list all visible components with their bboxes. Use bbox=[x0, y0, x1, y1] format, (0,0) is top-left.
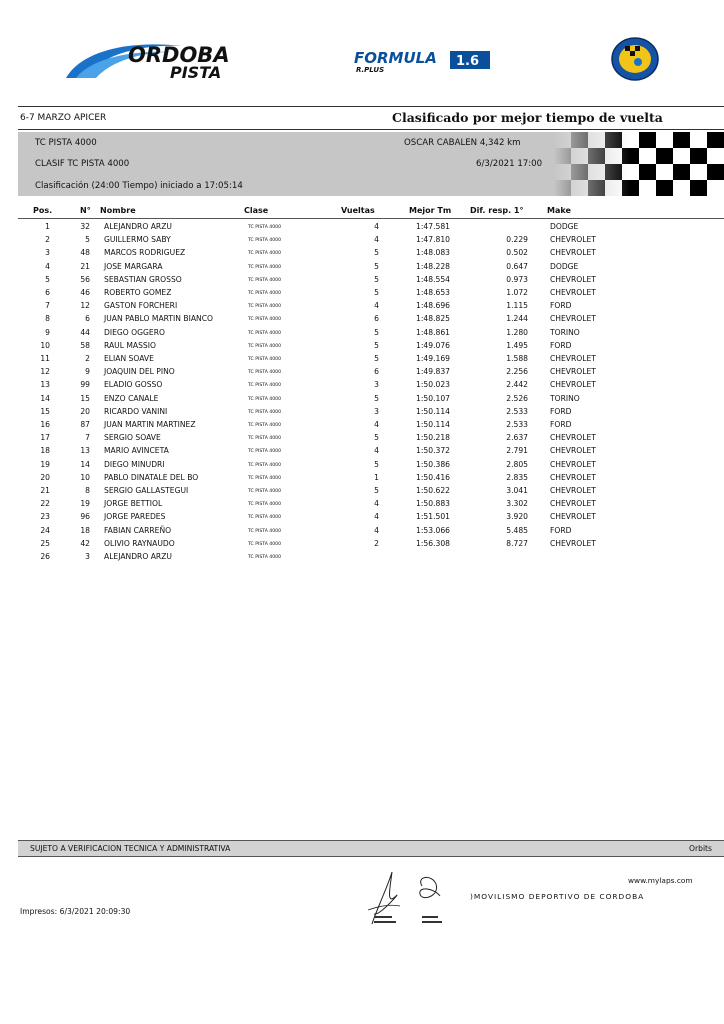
document-title: Clasificado por mejor tiempo de vuelta bbox=[392, 110, 663, 125]
row-gap: 2.805 bbox=[506, 459, 528, 469]
row-laps: 5 bbox=[374, 340, 379, 350]
row-car-number: 7 bbox=[85, 433, 90, 443]
session-datetime: 6/3/2021 17:00 bbox=[476, 159, 543, 169]
col-pos: Pos. bbox=[33, 206, 53, 215]
row-driver-name: FABIAN CARREÑO bbox=[104, 525, 172, 535]
row-position: 9 bbox=[45, 327, 50, 337]
table-row bbox=[0, 262, 724, 275]
row-class: TC PISTA 4000 bbox=[248, 475, 281, 481]
row-driver-name: JORGE PAREDES bbox=[104, 512, 166, 522]
row-gap: 2.835 bbox=[506, 472, 528, 482]
session-detail: Clasificación (24:00 Tiempo) iniciado a 17:05:14 bbox=[35, 181, 243, 191]
header-rule-top bbox=[18, 106, 724, 107]
row-best-time: 1:50.218 bbox=[416, 433, 450, 443]
row-make: FORD bbox=[550, 301, 572, 311]
row-position: 15 bbox=[40, 406, 50, 416]
table-row bbox=[0, 367, 724, 380]
col-make: Make bbox=[547, 206, 571, 215]
row-class: TC PISTA 4000 bbox=[248, 449, 281, 455]
row-class: TC PISTA 4000 bbox=[248, 462, 281, 468]
row-gap: 0.647 bbox=[506, 261, 528, 271]
row-best-time: 1:47.810 bbox=[416, 235, 450, 245]
row-driver-name: GASTON FORCHERI bbox=[104, 301, 178, 311]
row-laps: 6 bbox=[374, 314, 379, 324]
row-best-time: 1:49.837 bbox=[416, 367, 450, 377]
col-class: Clase bbox=[244, 206, 269, 215]
row-class: TC PISTA 4000 bbox=[248, 528, 281, 534]
row-driver-name: ELIAN SOAVE bbox=[104, 354, 154, 363]
row-gap: 8.727 bbox=[506, 538, 528, 548]
session-info-band bbox=[18, 132, 724, 196]
row-position: 17 bbox=[40, 433, 50, 443]
printed-timestamp: Impresos: 6/3/2021 20:09:30 bbox=[20, 907, 131, 916]
row-driver-name: JUAN MARTIN MARTINEZ bbox=[104, 420, 196, 429]
signatures bbox=[360, 866, 460, 928]
row-position: 4 bbox=[45, 261, 50, 271]
row-best-time: 1:50.386 bbox=[416, 459, 450, 469]
row-class: TC PISTA 4000 bbox=[248, 357, 281, 362]
row-laps: 2 bbox=[374, 538, 379, 548]
row-car-number: 18 bbox=[80, 525, 90, 535]
table-row bbox=[0, 394, 724, 407]
row-best-time: 1:50.622 bbox=[416, 486, 450, 495]
row-make: CHEVROLET bbox=[550, 288, 596, 297]
row-gap: 2.533 bbox=[506, 420, 528, 429]
results-table-header bbox=[0, 206, 724, 218]
row-best-time: 1:48.653 bbox=[416, 288, 450, 297]
row-car-number: 3 bbox=[85, 552, 90, 561]
row-position: 3 bbox=[45, 248, 50, 258]
row-position: 2 bbox=[45, 235, 50, 245]
table-row bbox=[0, 460, 724, 473]
row-best-time: 1:50.372 bbox=[416, 446, 450, 456]
row-gap: 0.229 bbox=[506, 235, 528, 245]
row-position: 21 bbox=[40, 486, 50, 495]
table-row bbox=[0, 380, 724, 393]
row-class: TC PISTA 4000 bbox=[248, 264, 281, 270]
row-gap: 1.588 bbox=[506, 354, 528, 363]
col-diff: Dif. resp. 1° bbox=[470, 206, 524, 215]
row-laps: 5 bbox=[374, 248, 379, 258]
row-make: CHEVROLET bbox=[550, 472, 596, 482]
col-name: Nombre bbox=[100, 206, 136, 215]
row-laps: 3 bbox=[374, 406, 379, 416]
table-row bbox=[0, 552, 724, 565]
row-position: 23 bbox=[40, 512, 50, 522]
row-driver-name: JUAN PABLO MARTIN BIANCO bbox=[104, 314, 213, 324]
row-position: 20 bbox=[40, 472, 50, 482]
table-row bbox=[0, 407, 724, 420]
row-position: 19 bbox=[40, 459, 50, 469]
table-row bbox=[0, 275, 724, 288]
table-row bbox=[0, 301, 724, 314]
row-driver-name: MARIO AVINCETA bbox=[104, 446, 169, 456]
table-row bbox=[0, 288, 724, 301]
table-row bbox=[0, 473, 724, 486]
formula-logo-sub: R.PLUS bbox=[356, 66, 385, 74]
row-best-time: 1:53.066 bbox=[416, 525, 450, 535]
row-make: CHEVROLET bbox=[550, 459, 596, 469]
row-class: TC PISTA 4000 bbox=[248, 291, 281, 296]
row-position: 8 bbox=[45, 314, 50, 324]
row-laps: 5 bbox=[374, 261, 379, 271]
row-best-time: 1:50.416 bbox=[416, 472, 450, 482]
row-make: CHEVROLET bbox=[550, 433, 596, 443]
row-class: TC PISTA 4000 bbox=[248, 370, 281, 376]
row-car-number: 20 bbox=[80, 406, 90, 416]
table-row bbox=[0, 420, 724, 433]
row-driver-name: RICARDO VANINI bbox=[104, 406, 168, 416]
row-laps: 4 bbox=[374, 235, 379, 245]
verification-notice: SUJETO A VERIFICACION TECNICA Y ADMINISTRATIVA bbox=[30, 844, 231, 853]
row-driver-name: JORGE BETTIOL bbox=[104, 499, 163, 509]
row-laps: 5 bbox=[374, 274, 379, 284]
table-row bbox=[0, 539, 724, 552]
row-best-time: 1:49.076 bbox=[416, 340, 450, 350]
row-driver-name: PABLO DINATALE DEL BO bbox=[104, 472, 199, 482]
row-car-number: 15 bbox=[80, 393, 90, 403]
row-best-time: 1:48.554 bbox=[416, 274, 450, 284]
row-car-number: 10 bbox=[80, 472, 90, 482]
row-class: TC PISTA 4000 bbox=[248, 502, 281, 508]
row-class: TC PISTA 4000 bbox=[248, 238, 281, 244]
row-laps: 4 bbox=[374, 512, 379, 522]
row-make: CHEVROLET bbox=[550, 314, 596, 324]
row-car-number: 13 bbox=[80, 446, 90, 456]
row-laps: 4 bbox=[374, 499, 379, 509]
table-row bbox=[0, 314, 724, 327]
row-make: CHEVROLET bbox=[550, 512, 596, 522]
row-laps: 5 bbox=[374, 459, 379, 469]
row-car-number: 87 bbox=[80, 420, 90, 429]
row-make: FORD bbox=[550, 525, 572, 535]
row-gap: 1.244 bbox=[506, 314, 528, 324]
cordoba-logo-line1: ORDOBA bbox=[128, 43, 230, 67]
row-make: CHEVROLET bbox=[550, 367, 596, 377]
row-make: TORINO bbox=[550, 393, 580, 403]
checkered-flag-graphic bbox=[554, 132, 724, 196]
header-rule-bottom bbox=[18, 129, 724, 130]
row-class: TC PISTA 4000 bbox=[248, 541, 281, 547]
row-driver-name: ROBERTO GOMEZ bbox=[104, 288, 172, 297]
row-class: TC PISTA 4000 bbox=[248, 436, 281, 442]
organization-name: )MOVILISMO DEPORTIVO DE CORDOBA bbox=[470, 892, 645, 901]
table-row bbox=[0, 433, 724, 446]
row-laps: 4 bbox=[374, 222, 379, 231]
row-driver-name: SERGIO GALLASTEGUI bbox=[104, 486, 189, 495]
row-class: TC PISTA 4000 bbox=[248, 225, 281, 230]
row-laps: 4 bbox=[374, 301, 379, 311]
row-make: CHEVROLET bbox=[550, 486, 596, 495]
row-gap: 0.502 bbox=[506, 248, 528, 258]
row-car-number: 12 bbox=[80, 301, 90, 311]
row-class: TC PISTA 4000 bbox=[248, 396, 281, 402]
row-best-time: 1:50.883 bbox=[416, 499, 450, 509]
category-label: TC PISTA 4000 bbox=[35, 138, 97, 148]
row-gap: 1.280 bbox=[506, 327, 528, 337]
table-row bbox=[0, 235, 724, 248]
row-driver-name: DIEGO OGGERO bbox=[104, 327, 165, 337]
row-position: 12 bbox=[40, 367, 50, 377]
row-driver-name: ENZO CANALE bbox=[104, 393, 159, 403]
row-gap: 1.072 bbox=[506, 288, 528, 297]
row-driver-name: RAUL MASSIO bbox=[104, 340, 156, 350]
footer-bar bbox=[18, 840, 724, 857]
row-car-number: 32 bbox=[80, 222, 90, 231]
row-laps: 4 bbox=[374, 420, 379, 429]
table-row bbox=[0, 341, 724, 354]
row-best-time: 1:48.228 bbox=[416, 261, 450, 271]
row-laps: 5 bbox=[374, 354, 379, 363]
row-position: 14 bbox=[40, 393, 50, 403]
col-laps: Vueltas bbox=[341, 206, 375, 215]
row-make: FORD bbox=[550, 420, 572, 429]
row-best-time: 1:50.114 bbox=[416, 420, 450, 429]
row-position: 24 bbox=[40, 525, 50, 535]
row-class: TC PISTA 4000 bbox=[248, 330, 281, 336]
row-car-number: 56 bbox=[80, 274, 90, 284]
row-position: 1 bbox=[45, 222, 50, 231]
row-make: FORD bbox=[550, 340, 572, 350]
table-row bbox=[0, 328, 724, 341]
row-gap: 1.495 bbox=[506, 340, 528, 350]
row-driver-name: OLIVIO RAYNAUDO bbox=[104, 538, 175, 548]
orbits-label: Orbits bbox=[689, 844, 712, 853]
cordoba-logo-line2: PISTA bbox=[170, 63, 222, 82]
row-car-number: 46 bbox=[80, 288, 90, 297]
session-label: CLASIF TC PISTA 4000 bbox=[35, 159, 130, 169]
row-laps: 3 bbox=[374, 380, 379, 390]
row-laps: 4 bbox=[374, 446, 379, 456]
formula-logo-text: FORMULA bbox=[354, 49, 437, 67]
row-driver-name: MARCOS RODRIGUEZ bbox=[104, 248, 186, 258]
row-class: TC PISTA 4000 bbox=[248, 515, 281, 521]
row-gap: 3.041 bbox=[506, 486, 528, 495]
row-make: CHEVROLET bbox=[550, 446, 596, 456]
row-class: TC PISTA 4000 bbox=[248, 251, 281, 257]
row-car-number: 44 bbox=[80, 327, 90, 337]
row-make: CHEVROLET bbox=[550, 274, 596, 284]
table-row bbox=[0, 248, 724, 261]
row-laps: 5 bbox=[374, 288, 379, 297]
row-position: 13 bbox=[40, 380, 50, 390]
row-gap: 3.302 bbox=[506, 499, 528, 509]
row-gap: 2.637 bbox=[506, 433, 528, 443]
row-driver-name: ELADIO GOSSO bbox=[104, 380, 163, 390]
row-best-time: 1:48.083 bbox=[416, 248, 450, 258]
row-class: TC PISTA 4000 bbox=[248, 423, 281, 428]
driver-info: OSCAR CABALEN 4,342 km bbox=[404, 138, 521, 148]
row-position: 16 bbox=[40, 420, 50, 429]
table-header-rule bbox=[18, 218, 724, 219]
row-laps: 5 bbox=[374, 327, 379, 337]
row-make: DODGE bbox=[550, 222, 579, 231]
row-best-time: 1:56.308 bbox=[416, 538, 450, 548]
row-gap: 2.442 bbox=[506, 380, 528, 390]
row-position: 10 bbox=[40, 340, 50, 350]
row-best-time: 1:48.861 bbox=[416, 327, 450, 337]
row-position: 6 bbox=[45, 288, 50, 297]
row-class: TC PISTA 4000 bbox=[248, 409, 281, 415]
row-class: TC PISTA 4000 bbox=[248, 304, 281, 310]
col-best-time: Mejor Tm bbox=[409, 206, 452, 215]
row-laps: 1 bbox=[374, 472, 379, 482]
club-seal-logo bbox=[610, 36, 660, 82]
row-gap: 2.526 bbox=[506, 393, 528, 403]
row-car-number: 5 bbox=[85, 235, 90, 245]
row-driver-name: ALEJANDRO ARZU bbox=[104, 222, 172, 231]
table-row bbox=[0, 222, 724, 235]
table-row bbox=[0, 446, 724, 459]
row-driver-name: JOAQUIN DEL PINO bbox=[104, 367, 175, 377]
row-best-time: 1:48.825 bbox=[416, 314, 450, 324]
formula-logo bbox=[352, 48, 492, 74]
row-make: CHEVROLET bbox=[550, 354, 596, 363]
row-gap: 2.533 bbox=[506, 406, 528, 416]
row-class: TC PISTA 4000 bbox=[248, 317, 281, 323]
row-car-number: 6 bbox=[85, 314, 90, 324]
row-car-number: 99 bbox=[80, 380, 90, 390]
row-car-number: 2 bbox=[85, 354, 90, 363]
row-best-time: 1:50.023 bbox=[416, 380, 450, 390]
table-row bbox=[0, 354, 724, 367]
row-driver-name: DIEGO MINUDRI bbox=[104, 459, 165, 469]
row-gap: 1.115 bbox=[506, 301, 528, 311]
row-car-number: 42 bbox=[80, 538, 90, 548]
row-car-number: 19 bbox=[80, 499, 90, 509]
row-make: FORD bbox=[550, 406, 572, 416]
row-make: CHEVROLET bbox=[550, 235, 596, 245]
col-number: N° bbox=[80, 206, 91, 215]
row-laps: 5 bbox=[374, 433, 379, 443]
row-class: TC PISTA 4000 bbox=[248, 555, 281, 560]
table-row bbox=[0, 486, 724, 499]
row-best-time: 1:47.581 bbox=[416, 222, 450, 231]
row-best-time: 1:48.696 bbox=[416, 301, 450, 311]
row-make: TORINO bbox=[550, 327, 580, 337]
row-make: CHEVROLET bbox=[550, 380, 596, 390]
row-class: TC PISTA 4000 bbox=[248, 383, 281, 389]
row-gap: 0.973 bbox=[506, 274, 528, 284]
row-class: TC PISTA 4000 bbox=[248, 277, 281, 283]
row-position: 5 bbox=[45, 274, 50, 284]
row-car-number: 58 bbox=[80, 340, 90, 350]
cordoba-pista-logo bbox=[62, 40, 242, 82]
row-car-number: 48 bbox=[80, 248, 90, 258]
row-gap: 2.256 bbox=[506, 367, 528, 377]
row-car-number: 21 bbox=[80, 261, 90, 271]
row-make: DODGE bbox=[550, 261, 579, 271]
row-best-time: 1:51.501 bbox=[416, 512, 450, 522]
row-driver-name: SEBASTIAN GROSSO bbox=[104, 274, 182, 284]
row-car-number: 96 bbox=[80, 512, 90, 522]
row-best-time: 1:50.114 bbox=[416, 406, 450, 416]
row-gap: 3.920 bbox=[506, 512, 528, 522]
event-name: 6-7 MARZO APICER bbox=[20, 113, 107, 123]
row-laps: 5 bbox=[374, 393, 379, 403]
row-position: 26 bbox=[40, 552, 50, 561]
formula-logo-version: 1.6 bbox=[456, 54, 480, 69]
row-position: 7 bbox=[45, 301, 50, 311]
row-make: CHEVROLET bbox=[550, 499, 596, 509]
mylaps-website: www.mylaps.com bbox=[628, 876, 693, 885]
table-row bbox=[0, 512, 724, 525]
row-gap: 2.791 bbox=[506, 446, 528, 456]
row-laps: 6 bbox=[374, 367, 379, 377]
row-position: 18 bbox=[40, 446, 50, 456]
row-position: 11 bbox=[40, 354, 50, 363]
row-make: CHEVROLET bbox=[550, 538, 596, 548]
row-driver-name: SERGIO SOAVE bbox=[104, 433, 161, 443]
row-position: 22 bbox=[40, 499, 50, 509]
row-car-number: 14 bbox=[80, 459, 90, 469]
row-driver-name: JOSE MARGARA bbox=[104, 261, 163, 271]
row-best-time: 1:49.169 bbox=[416, 354, 450, 363]
row-make: CHEVROLET bbox=[550, 248, 596, 258]
row-driver-name: ALEJANDRO ARZU bbox=[104, 552, 172, 561]
row-class: TC PISTA 4000 bbox=[248, 343, 281, 349]
row-laps: 5 bbox=[374, 486, 379, 495]
row-position: 25 bbox=[40, 538, 50, 548]
table-row bbox=[0, 499, 724, 512]
row-car-number: 8 bbox=[85, 486, 90, 495]
row-gap: 5.485 bbox=[506, 525, 528, 535]
row-car-number: 9 bbox=[85, 367, 90, 377]
row-class: TC PISTA 4000 bbox=[248, 489, 281, 494]
row-best-time: 1:50.107 bbox=[416, 393, 450, 403]
table-row bbox=[0, 526, 724, 539]
row-driver-name: GUILLERMO SABY bbox=[104, 235, 171, 245]
row-laps: 4 bbox=[374, 525, 379, 535]
